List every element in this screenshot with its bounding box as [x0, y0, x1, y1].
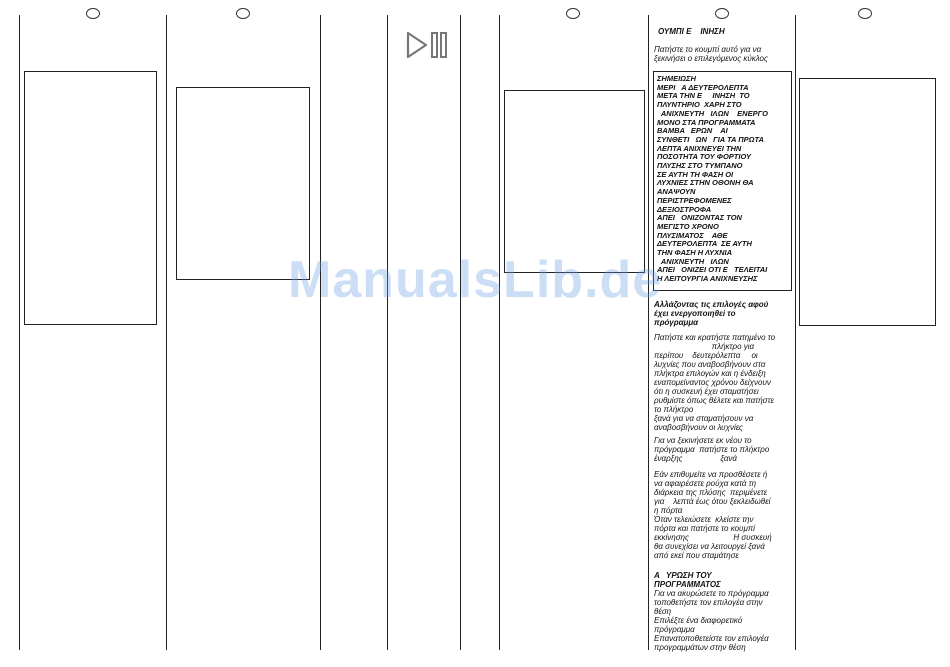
empty-frame-col4 [504, 90, 645, 273]
cancel-program-text: Για να ακυρώσετε το πρόγραμμα τοποθετήστε τον επιλογέα στην θέση Επιλέξτε ένα διαφορετικό πρόγραμμα Επανατοποθετείστε τον επιλογέα προγραμμάτων στην θέση [654, 589, 769, 652]
note-box [653, 71, 792, 291]
page-marker-circle [715, 8, 729, 19]
intro-text: Πατήστε το κουμπί αυτό για να ξεκινήσει ο επιλεγόμενος κύκλος [654, 45, 768, 63]
note-text: ΣΗΜΕΙΩΣΗ ΜΕΡΙ Α ΔΕΥΤΕΡΟΛΕΠΤΑ ΜΕΤΑ ΤΗΝ Ε ΙΝΗΣΗ ΤΟ ΠΛΥΝΤΗΡΙΟ ΧΑΡΗ ΣΤΟ ΑΝΙΧΝΕΥΤΗ ΙΛΩΝ ΕΝΕΡΓΟ ΜΟΝΟ ΣΤΑ ΠΡΟΓΡΑΜΜΑΤΑ ΒΑΜΒΑ ΕΡΩΝ ΑΙ ΣΥΝΘΕΤΙ ΩΝ ΓΙΑ ΤΑ ΠΡΩΤΑ ΛΕΠΤΑ ΑΝΙΧΝΕΥΕΙ ΤΗΝ ΠΟΣΟΤΗΤΑ ΤΟΥ ΦΟΡΤΙΟΥ ΠΛΥΣΗΣ ΣΤΟ ΤΥΜΠΑΝΟ ΣΕ ΑΥΤΗ ΤΗ ΦΑΣΗ ΟΙ ΛΥΧΝΙΕΣ ΣΤΗΝ ΟΘΟΝΗ ΘΑ ΑΝΑΨΟΥΝ ΠΕΡΙΣΤΡΕΦΟΜΕΝΕΣ ΔΕΞΙΟΣΤΡΟΦΑ ΑΠΕΙ ΟΝΙΖΟΝΤΑΣ ΤΟΝ ΜΕΓΙΣΤΟ ΧΡΟΝΟ ΠΛΥΣΙΜΑΤΟΣ ΑΘΕ ΔΕΥΤΕΡΟΛΕΠΤΑ ΣΕ ΑΥΤΗ ΤΗΝ ΦΑΣΗ Η ΛΥΧΝΙΑ ΑΝΙΧΝΕΥΤΗ ΙΛΩΝ ΑΠΕΙ ΟΝΙΖΕΙ ΟΤΙ Ε ΤΕΛΕΙΤΑΙ Η ΛΕΙΤΟΥΡΓΙΑ ΑΝΙΧΝΕΥΣΗΣ [657, 74, 769, 284]
column-rule-1 [19, 15, 20, 650]
change-options-text: Πατήστε και κρατήστε πατημένο το πλήκτρο για περίπου δευτερόλεπτα οι λυχνίες που αναβοσβήνουν στα πλήκτρα επιλογών και η ένδειξη εναπομείναντος χρόνου δείχνουν ότι η συσκευή έχει σταματήσει ρυθμίστε όπως θέλετε και πατήστε το πλήκτρο ξανά για να σταματήσουν να αναβοσβήνουν οι λυχνίες [654, 333, 776, 432]
add-laundry-text: Εάν επιθυμείτε να προσθέσετε ή να αφαιρέσετε ρούχα κατά τη διάρκεια της πλύσης περιμένετε για λεπτά έως ότου ξεκλειδωθεί η πόρτα Όταν τελειώσετε κλείστε την πόρτα και πατήστε το κουμπί εκκίνησης Η συσκευή θα συνεχίσει να λειτουργεί ξανά από εκεί που σταμάτησε [654, 470, 772, 560]
column-rule-5 [460, 15, 461, 650]
page-marker-circle [566, 8, 580, 19]
column-rule-6 [499, 15, 500, 650]
start-pause-icon [405, 30, 451, 60]
column-rule-2 [166, 15, 167, 650]
column-rule-3 [320, 15, 321, 650]
watermark: ManualsLib.de [288, 251, 663, 309]
change-options-heading: Αλλάζοντας τις επιλογές αφού έχει ενεργοποιηθεί το πρόγραμμα [654, 300, 769, 327]
restart-text: Για να ξεκινήσετε εκ νέου το πρόγραμμα πατήστε το πλήκτρο έναρξης ξανά [654, 436, 770, 463]
cancel-program-heading: Α ΥΡΩΣΗ ΤΟΥ ΠΡΟΓΡΑΜΜΑΤΟΣ [654, 571, 721, 589]
column-rule-4 [387, 15, 388, 650]
page-marker-circle [236, 8, 250, 19]
page-marker-circle [858, 8, 872, 19]
page-marker-circle [86, 8, 100, 19]
empty-frame-col1 [24, 71, 157, 325]
section-title: ΟΥΜΠΙ Ε ΙΝΗΣΗ [658, 27, 725, 36]
column-rule-7 [648, 15, 649, 650]
empty-frame-col6 [799, 78, 936, 326]
column-rule-8 [795, 15, 796, 650]
